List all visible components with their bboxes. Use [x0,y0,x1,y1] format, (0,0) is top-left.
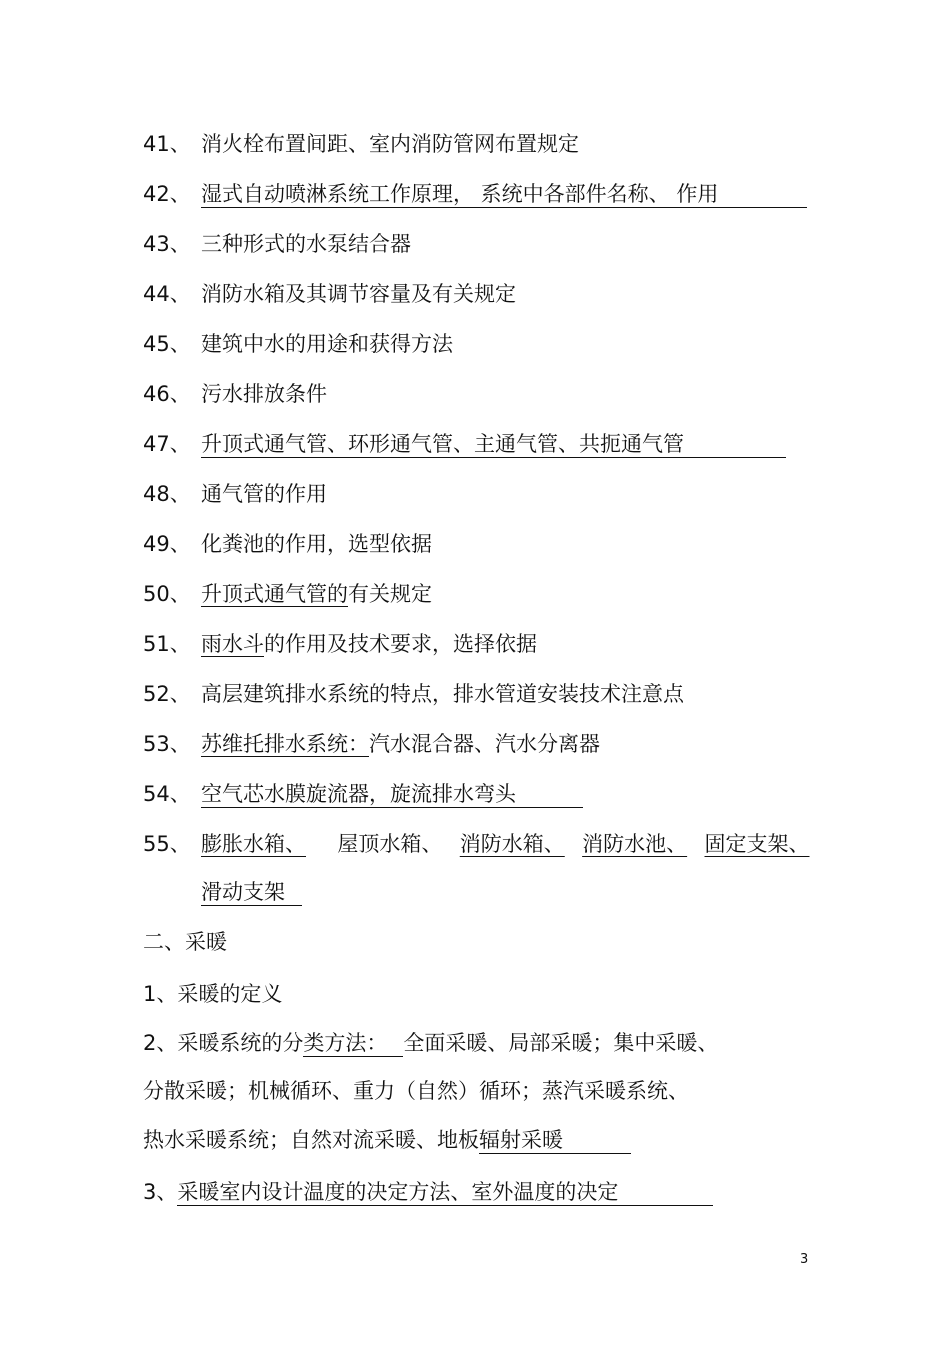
item-number: 49、 [143,532,191,556]
underlined-term: 升顶式通气管的 [201,582,348,606]
item-text: 空气芯水膜旋流器，旋流排水弯头 [201,781,583,808]
item-text: 升顶式通气管、环形通气管、主通气管、共扼通气管 [201,431,786,458]
underlined-term: 雨水斗 [201,632,264,656]
item-text-rest: 屋顶水箱、 [337,832,443,856]
item-text: 滑动支架 [201,879,302,906]
item-text: 湿式自动喷淋系统工作原理， 系统中各部件名称、 作用 [201,181,807,208]
item-text: 化粪池的作用，选型依据 [201,532,432,556]
item-text [201,631,537,657]
underlined-term: 膨胀水箱、 [201,832,306,856]
item-text: 污水排放条件 [201,382,327,406]
item-number: 48、 [143,482,191,506]
paragraph-3 [143,1179,713,1206]
underlined-term: 消防水箱、 [459,832,565,856]
item-number: 50、 [143,582,191,606]
item-text: 建筑中水的用途和获得方法 [201,332,453,356]
paragraph-2-line-3 [143,1127,631,1154]
text: 3、 [143,1180,178,1204]
item-text [201,731,600,757]
item-text-rest: 汽水混合器、汽水分离器 [369,732,600,756]
item-number: 53、 [143,732,191,756]
underlined-term: 辐射采暖 [479,1127,631,1154]
item-text-rest: 的作用及技术要求，选择依据 [264,632,537,656]
section-heading: 二、采暖 [143,930,227,954]
item-text [201,581,432,607]
item-text [201,831,810,857]
underlined-term: 固定支架、 [704,832,810,856]
text: 全面采暖、局部采暖；集中采暖、 [403,1031,719,1055]
underlined-term: 苏维托排水系统： [201,732,369,756]
item-number: 42、 [143,182,191,206]
text: 2、采暖系统的分 [143,1031,304,1055]
item-text: 消火栓布置间距、室内消防管网布置规定 [201,132,579,156]
item-number: 55、 [143,832,191,856]
item-number: 52、 [143,682,191,706]
item-number: 41、 [143,132,191,156]
underlined-term: 类方法： [303,1030,403,1057]
item-number: 45、 [143,332,191,356]
item-number: 43、 [143,232,191,256]
item-text: 三种形式的水泵结合器 [201,232,411,256]
item-number: 44、 [143,282,191,306]
paragraph-2-line-1 [143,1030,718,1057]
item-text: 消防水箱及其调节容量及有关规定 [201,282,516,306]
underlined-term: 消防水池、 [582,832,688,856]
item-number: 54、 [143,782,191,806]
page-number: 3 [800,1252,809,1267]
item-text: 通气管的作用 [201,482,327,506]
paragraph-1: 1、采暖的定义 [143,982,283,1006]
item-number: 46、 [143,382,191,406]
list-item-continuation [201,879,302,906]
underlined-term: 采暖室内设计温度的决定方法、室外温度的决定 [177,1179,713,1206]
item-text-rest: 有关规定 [348,582,432,606]
paragraph-2-line-2: 分散采暖；机械循环、重力（自然）循环；蒸汽采暖系统、 [143,1079,689,1103]
item-number: 51、 [143,632,191,656]
item-number: 47、 [143,432,191,456]
item-text: 高层建筑排水系统的特点，排水管道安装技术注意点 [201,682,684,706]
text: 热水采暖系统；自然对流采暖、地板 [143,1128,479,1152]
